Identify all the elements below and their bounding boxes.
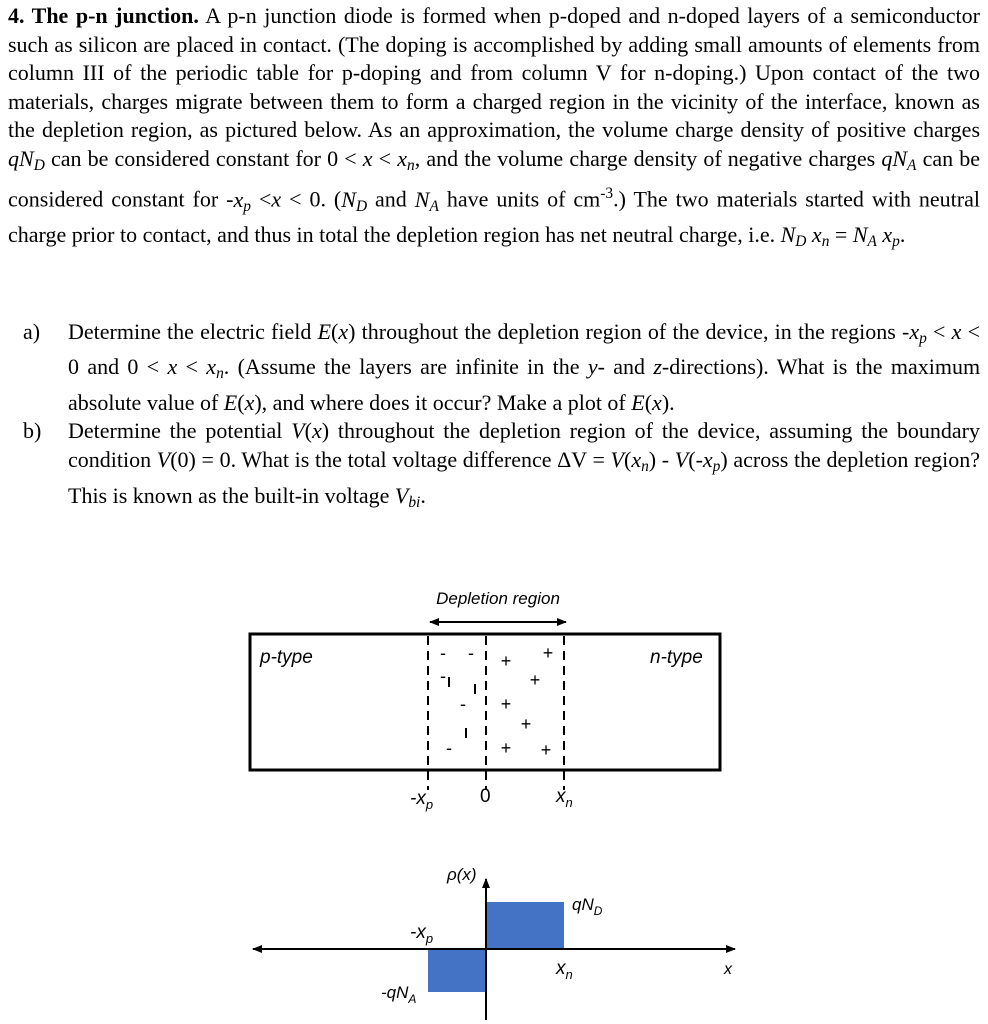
positive-charges (501, 643, 554, 760)
positive-charge: + (520, 714, 532, 734)
positive-charge: + (500, 738, 512, 758)
rho-axis-label: ρ(x) (447, 865, 477, 884)
positive-charge: + (500, 651, 512, 671)
problem-statement: 4. The p-n junction. A p-n junction diode is formed when p-doped and n-doped layers of a semiconductor such as silicon are placed in contact. (The doping is accomplished by adding small amounts of elements from column III of the periodic table for p-doping and from column V for n-doping.) Upon contact of the two materials, charges migrate between them to form a charged region in the vicinity of the interface, known as the depletion region, as pictured below. As an approximation, the volume charge density of positive charges $qN_D$ can be considered constant for $0 < x < x_n$, and the volume charge density of negative charges $qN_A$ can be considered constant for $-x_p <x < 0$. ($N_D$ and $N_A$ have units of $cm^{-3}$.) The two materials started with neutral charge prior to contact, and thus in total the depletion region has net neutral charge, i.e. $N_D$ $x_n = N_A$ $x_p$. (8, 3, 980, 251)
negative-charge: - (440, 643, 446, 663)
negative-charge: - (468, 643, 474, 663)
math-qND: $qN_D$ (8, 145, 45, 174)
axis-label-neg-xp: $-x_p$ (410, 788, 434, 812)
x-axis-label: x (724, 961, 732, 978)
question-b: b) Determine the potential V(x) throughout the depletion region of the device, assuming the boundary condition V(0) = 0. What is the total voltage difference $\Delta V = V(x_n) - V(-x_p)$ across the depletion region? This is known as the built-in voltage $V_{bi}$. (23, 418, 981, 511)
neutrality-equation: $N_D$ $x_n$ (780, 222, 830, 251)
negative-charges (440, 643, 474, 758)
axis-label-zero: 0 (480, 786, 491, 807)
positive-charge: + (540, 740, 552, 760)
qND-label: $qN_D$ (572, 895, 603, 918)
axis-label-xn: $x_n$ (556, 786, 573, 810)
positive-charge: + (500, 694, 512, 714)
xn-label: $x_n$ (556, 958, 573, 982)
n-type-label: n-type (650, 647, 703, 668)
p-type-label: p-type (260, 647, 313, 668)
negative-charge: - (460, 694, 466, 714)
neg-xp-label: $-x_p$ (410, 922, 434, 946)
problem-heading: 4. The p-n junction. (8, 3, 199, 28)
negative-charge: - (446, 738, 452, 758)
question-a: a) Determine the electric field E(x) throughout the depletion region of the device, in the regions $-x_p < x < 0$ and $0 < x < x_n$. (Assume the layers are infinite in the y- and z-directions). What is the maximum absolute value of E(x), and where does it occur? Make a plot of E(x). (23, 319, 981, 415)
negative-charge: - (440, 666, 446, 686)
negative-charge-block (428, 949, 485, 992)
charge-density-plot (253, 865, 735, 1020)
positive-charge-block (487, 902, 564, 949)
depletion-region-label: Depletion region (436, 589, 560, 608)
positive-charge: + (542, 643, 554, 663)
positive-charge: + (529, 670, 541, 690)
neg-qNA-label: $-qN_A$ (381, 983, 417, 1006)
math-qNA: $qN_A$ (881, 145, 917, 174)
